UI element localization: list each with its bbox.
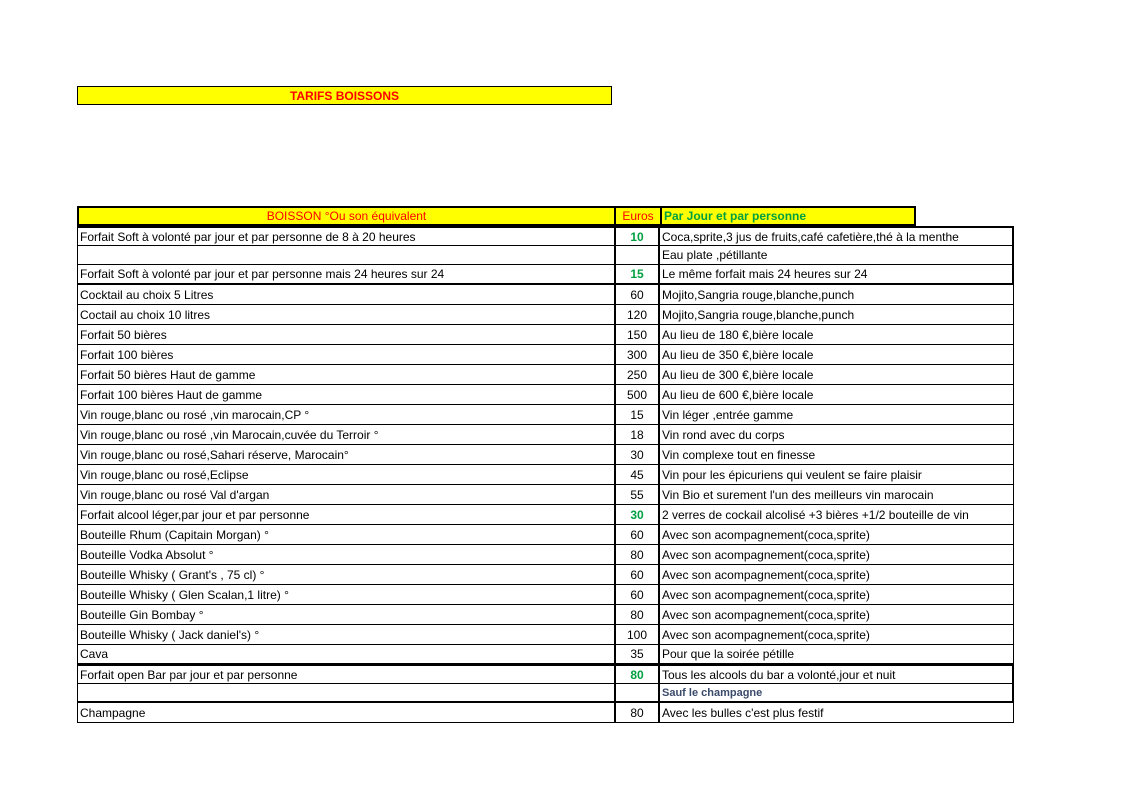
table-row — [77, 246, 1014, 265]
item-name — [77, 246, 614, 264]
table-row — [77, 625, 1014, 645]
item-description: Le même forfait mais 24 heures sur 24 — [660, 265, 1014, 283]
table-row — [77, 285, 1014, 305]
item-name: Vin rouge,blanc ou rosé ,vin Marocain,cuvée du Terroir ° — [77, 425, 614, 444]
table-header — [77, 206, 916, 226]
item-name: Bouteille Whisky ( Glen Scalan,1 litre) ° — [77, 585, 614, 604]
table-row — [77, 345, 1014, 365]
item-name: Champagne — [77, 703, 614, 722]
item-price: 60 — [614, 565, 660, 584]
item-description: Eau plate ,pétillante — [660, 246, 1014, 264]
table-row — [77, 605, 1014, 625]
item-description: Vin pour les épicuriens qui veulent se faire plaisir — [660, 465, 1014, 484]
item-name: Forfait 50 bières — [77, 325, 614, 344]
table-row — [77, 425, 1014, 445]
item-description: Mojito,Sangria rouge,blanche,punch — [660, 305, 1014, 324]
item-name: Forfait 50 bières Haut de gamme — [77, 365, 614, 384]
table-row — [77, 585, 1014, 605]
item-description: 2 verres de cockail alcolisé +3 bières +1/2 bouteille de vin — [660, 505, 1014, 524]
table-row — [77, 445, 1014, 465]
item-name: Forfait Soft à volonté par jour et par personne mais 24 heures sur 24 — [77, 265, 614, 283]
item-name — [77, 684, 614, 701]
header-note: Par Jour et par personne — [660, 206, 916, 226]
header-euros: Euros — [614, 206, 660, 226]
item-price: 80 — [614, 703, 660, 722]
header-boisson: BOISSON °Ou son équivalent — [77, 206, 614, 226]
item-name: Bouteille Rhum (Capitain Morgan) ° — [77, 525, 614, 544]
item-price: 15 — [614, 405, 660, 424]
item-price: 150 — [614, 325, 660, 344]
item-price: 45 — [614, 465, 660, 484]
table-row — [77, 365, 1014, 385]
table-row — [77, 525, 1014, 545]
item-description: Vin complexe tout en finesse — [660, 445, 1014, 464]
item-description: Avec son acompagnement(coca,sprite) — [660, 585, 1014, 604]
item-price: 60 — [614, 285, 660, 304]
item-price: 30 — [614, 505, 660, 524]
item-price: 300 — [614, 345, 660, 364]
item-name: Forfait 100 bières — [77, 345, 614, 364]
item-price: 500 — [614, 385, 660, 404]
item-price: 55 — [614, 485, 660, 504]
item-price: 120 — [614, 305, 660, 324]
table-row — [77, 226, 1014, 246]
item-name: Cocktail au choix 5 Litres — [77, 285, 614, 304]
item-price: 10 — [614, 228, 660, 245]
item-price: 60 — [614, 525, 660, 544]
item-price: 18 — [614, 425, 660, 444]
item-description: Avec son acompagnement(coca,sprite) — [660, 525, 1014, 544]
item-description: Vin Bio et surement l'un des meilleurs vin marocain — [660, 485, 1014, 504]
item-name: Bouteille Whisky ( Grant's , 75 cl) ° — [77, 565, 614, 584]
table-row — [77, 385, 1014, 405]
page-title: TARIFS BOISSONS — [289, 88, 400, 103]
item-description: Au lieu de 350 €,bière locale — [660, 345, 1014, 364]
table-row — [77, 305, 1014, 325]
table-row — [77, 325, 1014, 345]
item-description: Avec son acompagnement(coca,sprite) — [660, 565, 1014, 584]
item-price: 35 — [614, 645, 660, 663]
item-description: Coca,sprite,3 jus de fruits,café cafetière,thé à la menthe — [660, 228, 1014, 245]
item-name: Bouteille Vodka Absolut ° — [77, 545, 614, 564]
item-description: Tous les alcools du bar a volonté,jour et nuit — [660, 666, 1014, 683]
item-description: Vin léger ,entrée gamme — [660, 405, 1014, 424]
item-name: Forfait Soft à volonté par jour et par personne de 8 à 20 heures — [77, 228, 614, 245]
item-name: Vin rouge,blanc ou rosé,Sahari réserve, Marocain° — [77, 445, 614, 464]
item-description: Avec les bulles c'est plus festif — [660, 703, 1014, 722]
item-name: Coctail au choix 10 litres — [77, 305, 614, 324]
item-description: Avec son acompagnement(coca,sprite) — [660, 545, 1014, 564]
table-row — [77, 505, 1014, 525]
item-price — [614, 246, 660, 264]
table-row — [77, 465, 1014, 485]
item-price: 60 — [614, 585, 660, 604]
item-description: Vin rond avec du corps — [660, 425, 1014, 444]
table-row — [77, 405, 1014, 425]
title-banner — [77, 86, 612, 105]
item-name: Vin rouge,blanc ou rosé ,vin marocain,CP ° — [77, 405, 614, 424]
item-name: Bouteille Whisky ( Jack daniel's) ° — [77, 625, 614, 644]
item-name: Forfait open Bar par jour et par personne — [77, 666, 614, 683]
table-row — [77, 545, 1014, 565]
item-name: Bouteille Gin Bombay ° — [77, 605, 614, 624]
item-price: 100 — [614, 625, 660, 644]
item-description: Au lieu de 180 €,bière locale — [660, 325, 1014, 344]
item-name: Forfait 100 bières Haut de gamme — [77, 385, 614, 404]
table-row — [77, 664, 1014, 684]
item-description: Mojito,Sangria rouge,blanche,punch — [660, 285, 1014, 304]
item-description: Pour que la soirée pétille — [660, 645, 1014, 663]
table-row — [77, 645, 1014, 664]
item-price — [614, 684, 660, 701]
item-description: Au lieu de 600 €,bière locale — [660, 385, 1014, 404]
item-price: 250 — [614, 365, 660, 384]
item-name: Vin rouge,blanc ou rosé,Eclipse — [77, 465, 614, 484]
price-table — [77, 226, 1014, 723]
item-description: Avec son acompagnement(coca,sprite) — [660, 625, 1014, 644]
item-price: 15 — [614, 265, 660, 283]
table-row — [77, 684, 1014, 703]
table-row — [77, 565, 1014, 585]
item-name: Forfait alcool léger,par jour et par personne — [77, 505, 614, 524]
table-row — [77, 265, 1014, 285]
item-price: 80 — [614, 605, 660, 624]
item-description: Au lieu de 300 €,bière locale — [660, 365, 1014, 384]
table-row — [77, 703, 1014, 723]
item-price: 80 — [614, 666, 660, 683]
item-name: Vin rouge,blanc ou rosé Val d'argan — [77, 485, 614, 504]
table-row — [77, 485, 1014, 505]
item-description: Avec son acompagnement(coca,sprite) — [660, 605, 1014, 624]
item-price: 30 — [614, 445, 660, 464]
item-description: Sauf le champagne — [660, 684, 1014, 701]
item-price: 80 — [614, 545, 660, 564]
item-name: Cava — [77, 645, 614, 663]
